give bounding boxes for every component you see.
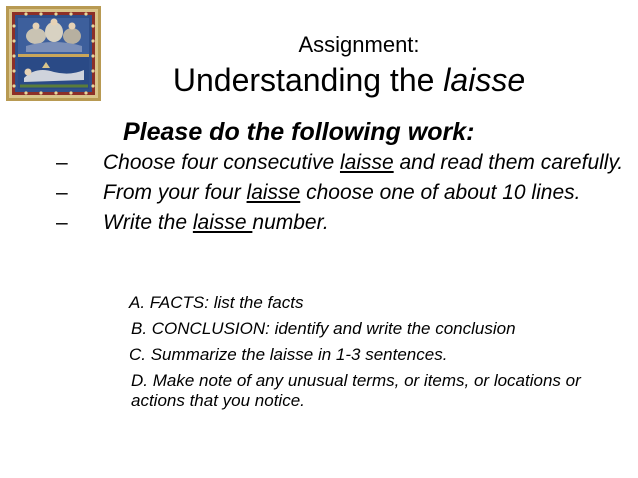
bullet-text: Write the <box>103 211 193 234</box>
bullet-list <box>56 152 626 242</box>
sub-item: C. Summarize the laisse in 1-3 sentences. <box>129 345 448 364</box>
sub-item: D. Make note of any unusual terms, or items, or locations or actions that you notice. <box>131 371 581 410</box>
slide-title-line1: Assignment: <box>298 32 420 57</box>
sub-item-list <box>129 293 629 417</box>
slide-title-line2 <box>0 61 638 99</box>
bullet-dash: – <box>56 151 68 174</box>
bullet-item <box>56 152 626 174</box>
bullet-dash: – <box>56 211 68 234</box>
sub-item: B. CONCLUSION: identify and write the conclusion <box>131 319 516 338</box>
subheading: Please do the following work: <box>123 118 475 146</box>
bullet-dash: – <box>56 181 68 204</box>
slide-title-italic: laisse <box>443 62 526 98</box>
bullet-text: Choose four consecutive <box>103 151 340 174</box>
bullet-text: choose one of about 10 lines. <box>300 181 581 204</box>
bullet-item <box>56 212 626 234</box>
bullet-underlined: laisse <box>192 211 253 234</box>
bullet-text: number. <box>252 211 329 234</box>
sub-item: A. FACTS: list the facts <box>129 293 304 312</box>
bullet-underlined: laisse <box>339 151 394 174</box>
bullet-text: From your four <box>103 181 247 204</box>
bullet-item <box>56 182 626 204</box>
bullet-text: and read them carefully. <box>393 151 624 174</box>
slide-title-prefix: Understanding the <box>172 62 444 98</box>
bullet-underlined: laisse <box>246 181 301 204</box>
